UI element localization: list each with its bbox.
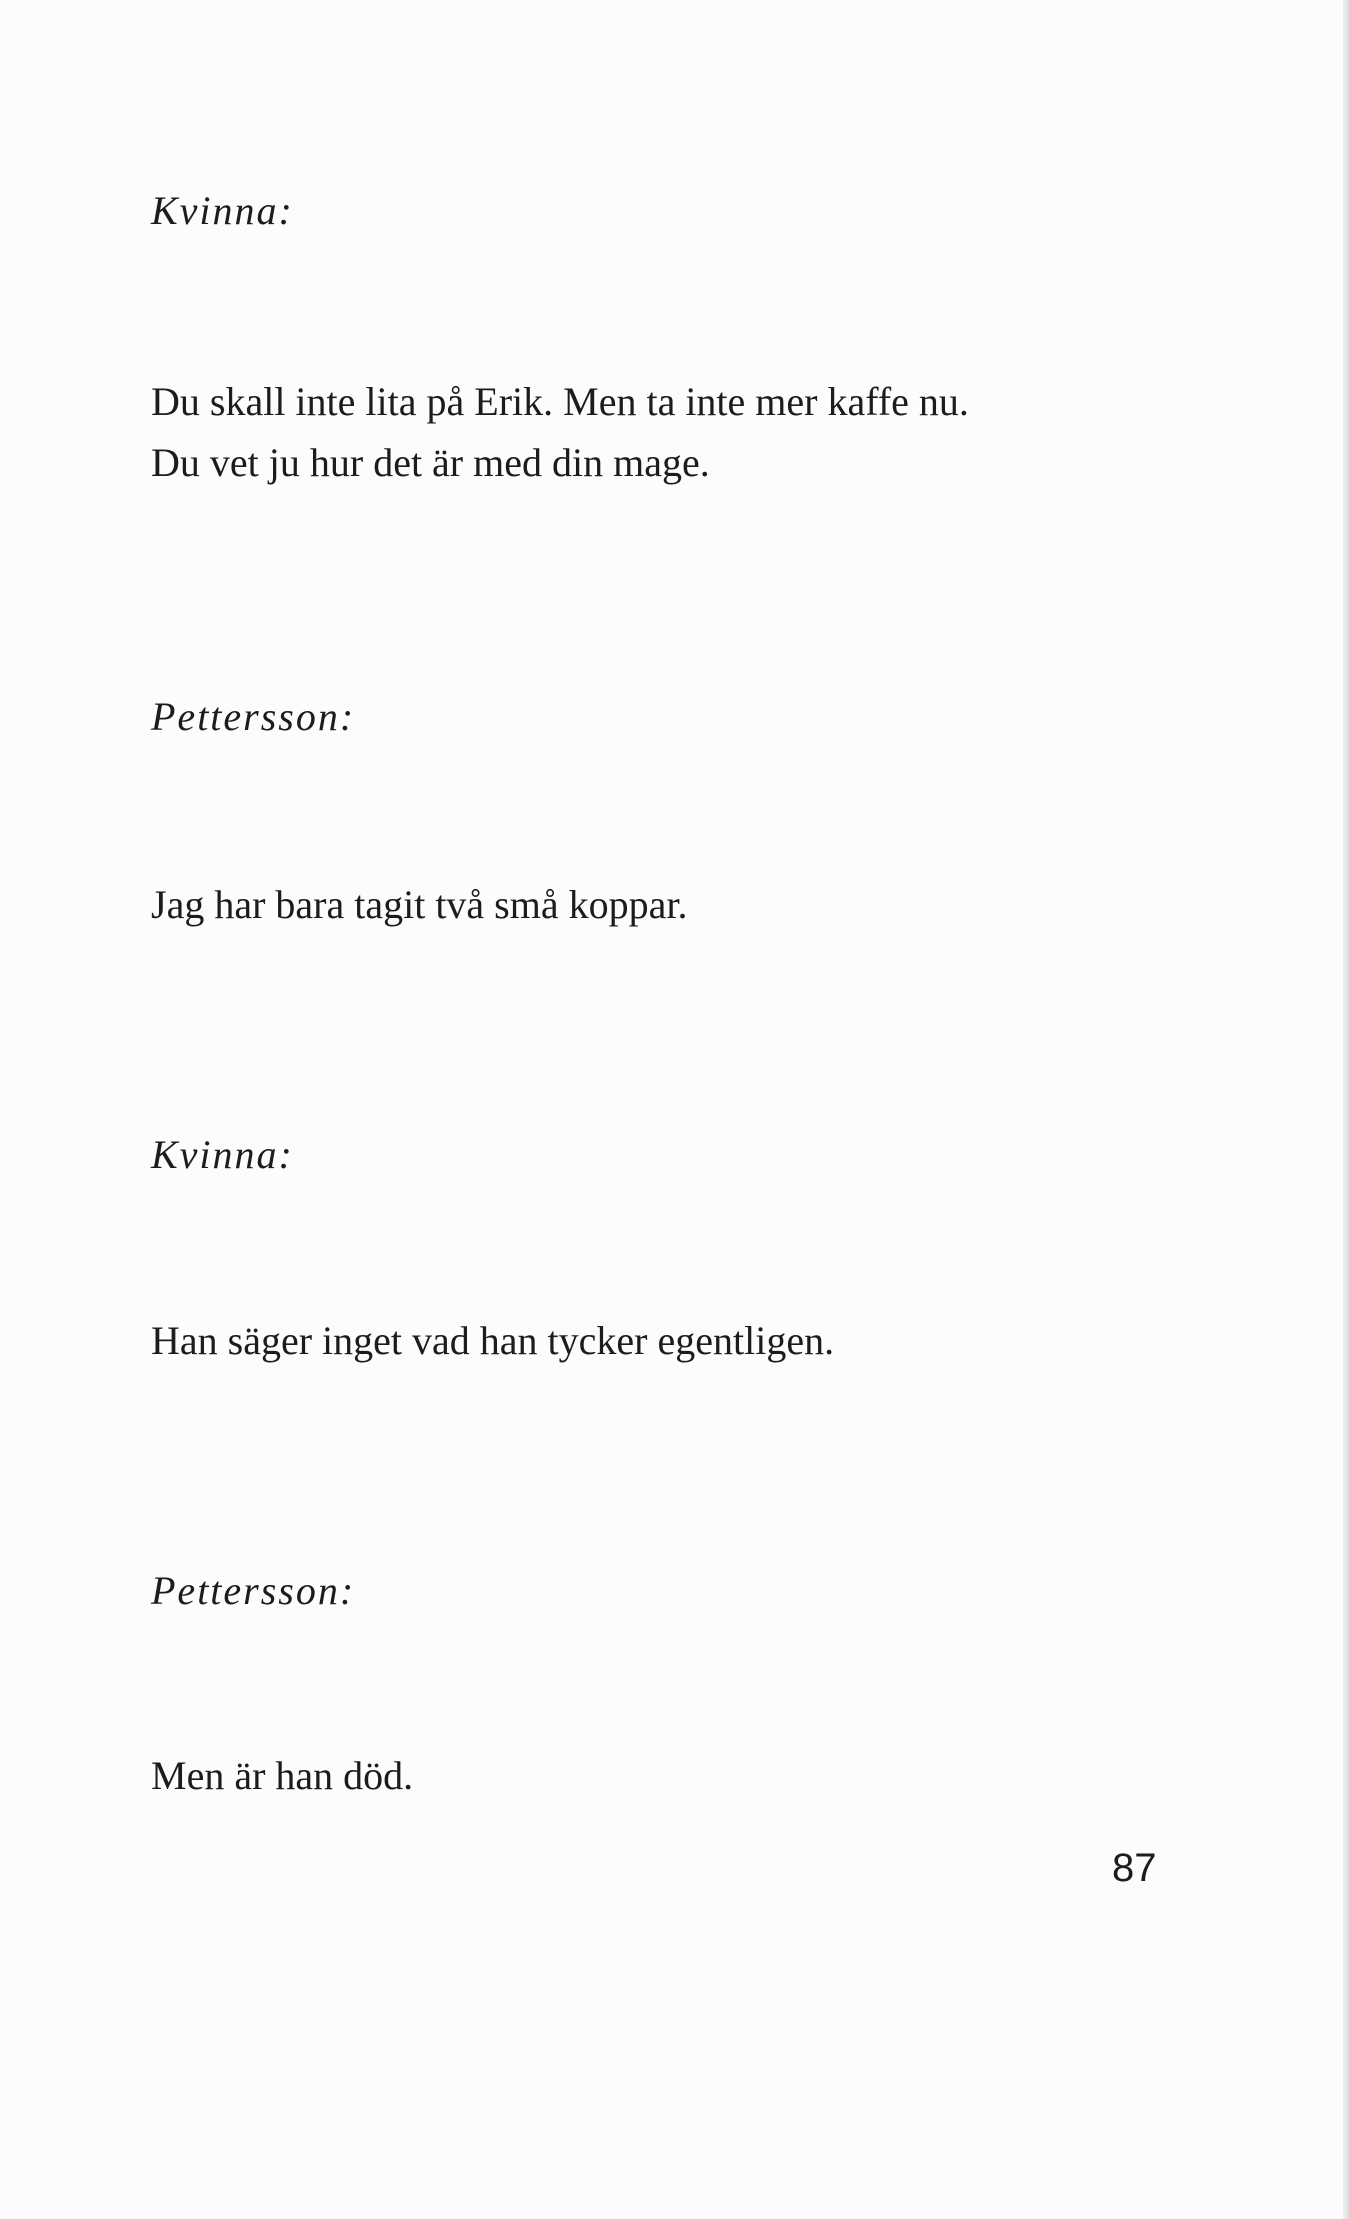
dialogue-line: Han säger inget vad han tycker egentligen. — [151, 1318, 835, 1363]
page-number: 87 — [1112, 1846, 1157, 1890]
dialogue-line: Men är han död. — [151, 1753, 414, 1798]
speaker-name: Pettersson: — [151, 1568, 356, 1613]
dialogue-line: Du vet ju hur det är med din mage. — [151, 440, 710, 485]
dialogue-line: Du skall inte lita på Erik. Men ta inte mer kaffe nu. — [151, 379, 969, 424]
page-edge — [1343, 0, 1349, 2219]
speaker-name: Pettersson: — [151, 694, 356, 739]
speaker-name: Kvinna: — [151, 188, 294, 233]
speaker-name: Kvinna: — [151, 1132, 294, 1177]
dialogue-line: Jag har bara tagit två små koppar. — [151, 882, 688, 927]
